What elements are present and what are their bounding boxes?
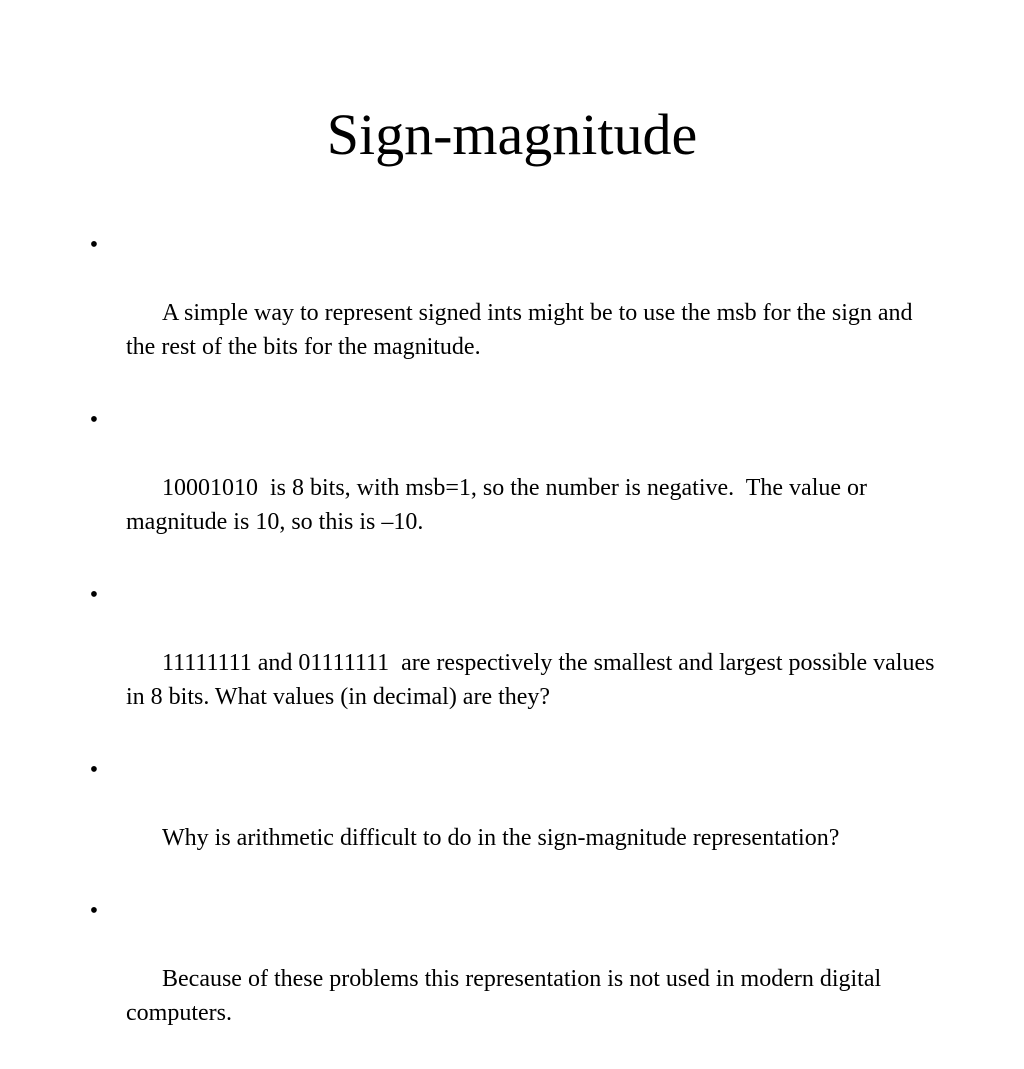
bullet-text: 11111111 and 01111111 are respectively the smallest and largest possible values in 8 bits. What values (in decimal) are they? bbox=[126, 650, 941, 710]
bullet-item bbox=[84, 753, 944, 889]
slide-title: Sign-magnitude bbox=[326, 102, 698, 167]
bullet-icon: • bbox=[89, 582, 99, 608]
bullet-icon: • bbox=[89, 757, 99, 783]
bullet-text: 10001010 is 8 bits, with msb=1, so the number is negative. The value or magnitude is 10, so this is –10. bbox=[126, 475, 874, 535]
bullet-text: Why is arithmetic difficult to do in the sign-magnitude representation? bbox=[162, 825, 840, 851]
bullet-item bbox=[84, 894, 944, 1064]
bullet-icon: • bbox=[89, 407, 99, 433]
bullet-item bbox=[84, 403, 944, 573]
bullet-icon: • bbox=[89, 898, 99, 924]
bullet-item bbox=[84, 578, 944, 748]
bullet-item bbox=[84, 228, 944, 398]
bullet-text: Because of these problems this representation is not used in modern digital computers. bbox=[126, 966, 888, 1026]
bullet-list bbox=[84, 228, 944, 1069]
bullet-text: A simple way to represent signed ints might be to use the msb for the sign and the rest of the bits for the magnitude. bbox=[126, 300, 919, 360]
bullet-icon: • bbox=[89, 232, 99, 258]
